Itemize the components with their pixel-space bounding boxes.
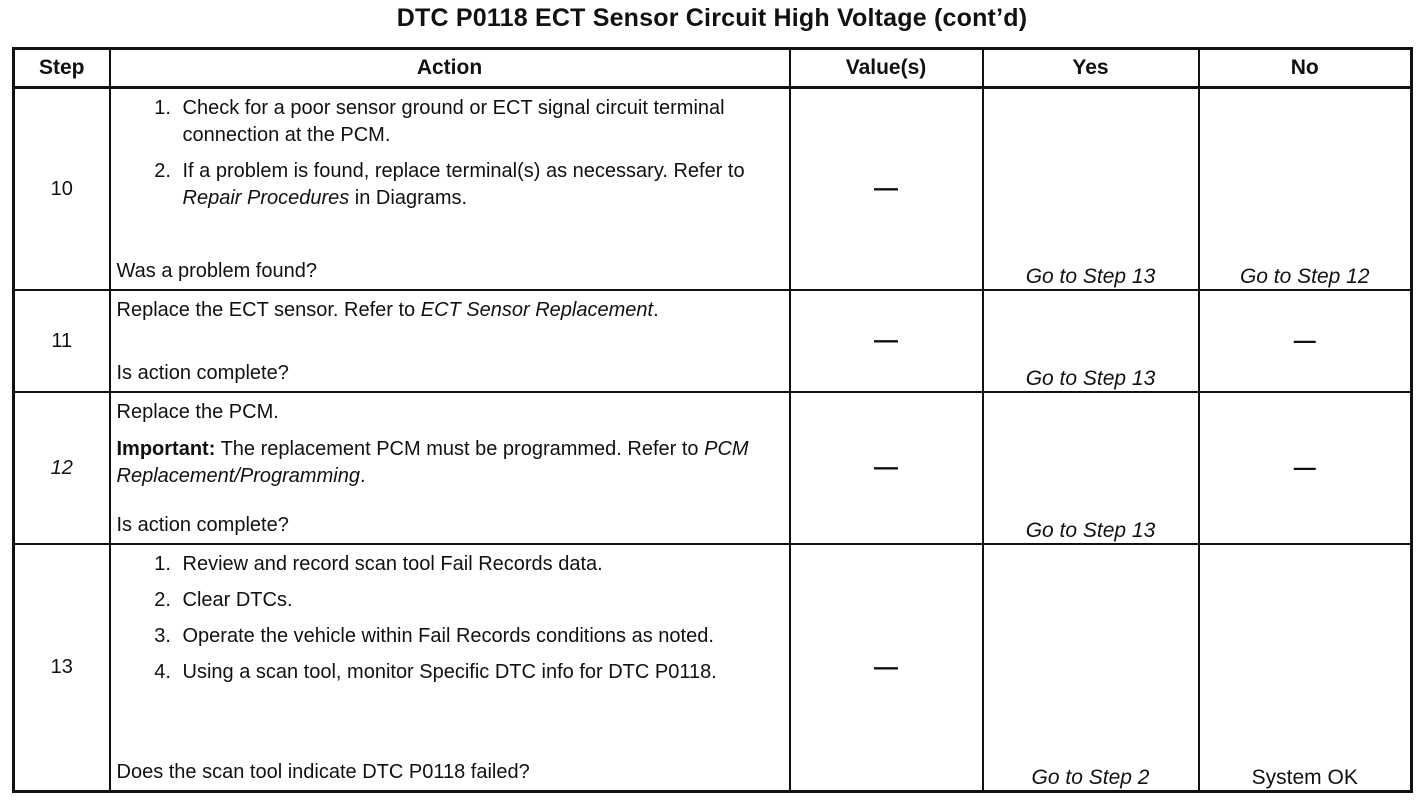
header-yes: Yes — [983, 49, 1199, 88]
action-step: 3. Operate the vehicle within Fail Records conditions as noted. — [177, 623, 783, 650]
action-step: 2. Clear DTCs. — [177, 587, 783, 614]
action-question: Is action complete? — [116, 514, 289, 536]
action-question: Was a problem found? — [116, 260, 317, 282]
reference-link-text: Repair Procedures — [182, 187, 350, 209]
action-cell — [110, 392, 790, 544]
header-no: No — [1199, 49, 1412, 88]
action-steps-list — [117, 551, 783, 695]
reference-link-text: PCM Replacement/Programming — [116, 438, 749, 487]
no-cell: — — [1199, 392, 1412, 544]
page-title: DTC P0118 ECT Sensor Circuit High Voltage (cont’d) — [396, 4, 1028, 32]
yes-cell: Go to Step 13 — [983, 290, 1199, 392]
important-note: Important: The replacement PCM must be programmed. Refer to PCM Replacement/Programming. — [116, 438, 749, 487]
action-step: 1. Check for a poor sensor ground or ECT signal circuit terminal connection at the PCM. — [177, 95, 783, 149]
table-row-step-10 — [14, 88, 1412, 291]
value-cell: — — [790, 290, 983, 392]
table-row-step-12 — [14, 392, 1412, 544]
no-cell: — — [1199, 290, 1412, 392]
diagnostic-table — [12, 47, 1413, 793]
header-action: Action — [110, 49, 790, 88]
value-cell: — — [790, 544, 983, 792]
action-step: 2. If a problem is found, replace terminal(s) as necessary. Refer to Repair Procedures in Diagrams. — [177, 158, 783, 212]
step-number: 13 — [14, 544, 110, 792]
action-text: Replace the PCM. — [116, 401, 279, 423]
yes-cell: Go to Step 13 — [983, 392, 1199, 544]
action-step: 1. Review and record scan tool Fail Records data. — [177, 551, 783, 578]
table-row-step-11 — [14, 290, 1412, 392]
header-values: Value(s) — [790, 49, 983, 88]
yes-cell: Go to Step 2 — [983, 544, 1199, 792]
yes-cell: Go to Step 13 — [983, 88, 1199, 291]
table-header-row — [14, 49, 1412, 88]
action-cell — [110, 290, 790, 392]
step-number: 12 — [14, 392, 110, 544]
step-number: 10 — [14, 88, 110, 291]
action-question: Is action complete? — [116, 362, 289, 384]
header-step: Step — [14, 49, 110, 88]
action-cell — [110, 88, 790, 291]
table-row-step-13 — [14, 544, 1412, 792]
value-cell: — — [790, 392, 983, 544]
action-text: Replace the ECT sensor. Refer to ECT Sensor Replacement. — [116, 299, 659, 321]
no-cell: System OK — [1199, 544, 1412, 792]
no-cell: Go to Step 12 — [1199, 88, 1412, 291]
action-step: 4. Using a scan tool, monitor Specific DTC info for DTC P0118. — [177, 659, 783, 686]
action-question: Does the scan tool indicate DTC P0118 failed? — [116, 761, 530, 783]
step-number: 11 — [14, 290, 110, 392]
important-label: Important: — [116, 438, 216, 460]
action-steps-list — [117, 95, 783, 221]
value-cell: — — [790, 88, 983, 291]
reference-link-text: ECT Sensor Replacement — [420, 299, 654, 321]
action-cell — [110, 544, 790, 792]
